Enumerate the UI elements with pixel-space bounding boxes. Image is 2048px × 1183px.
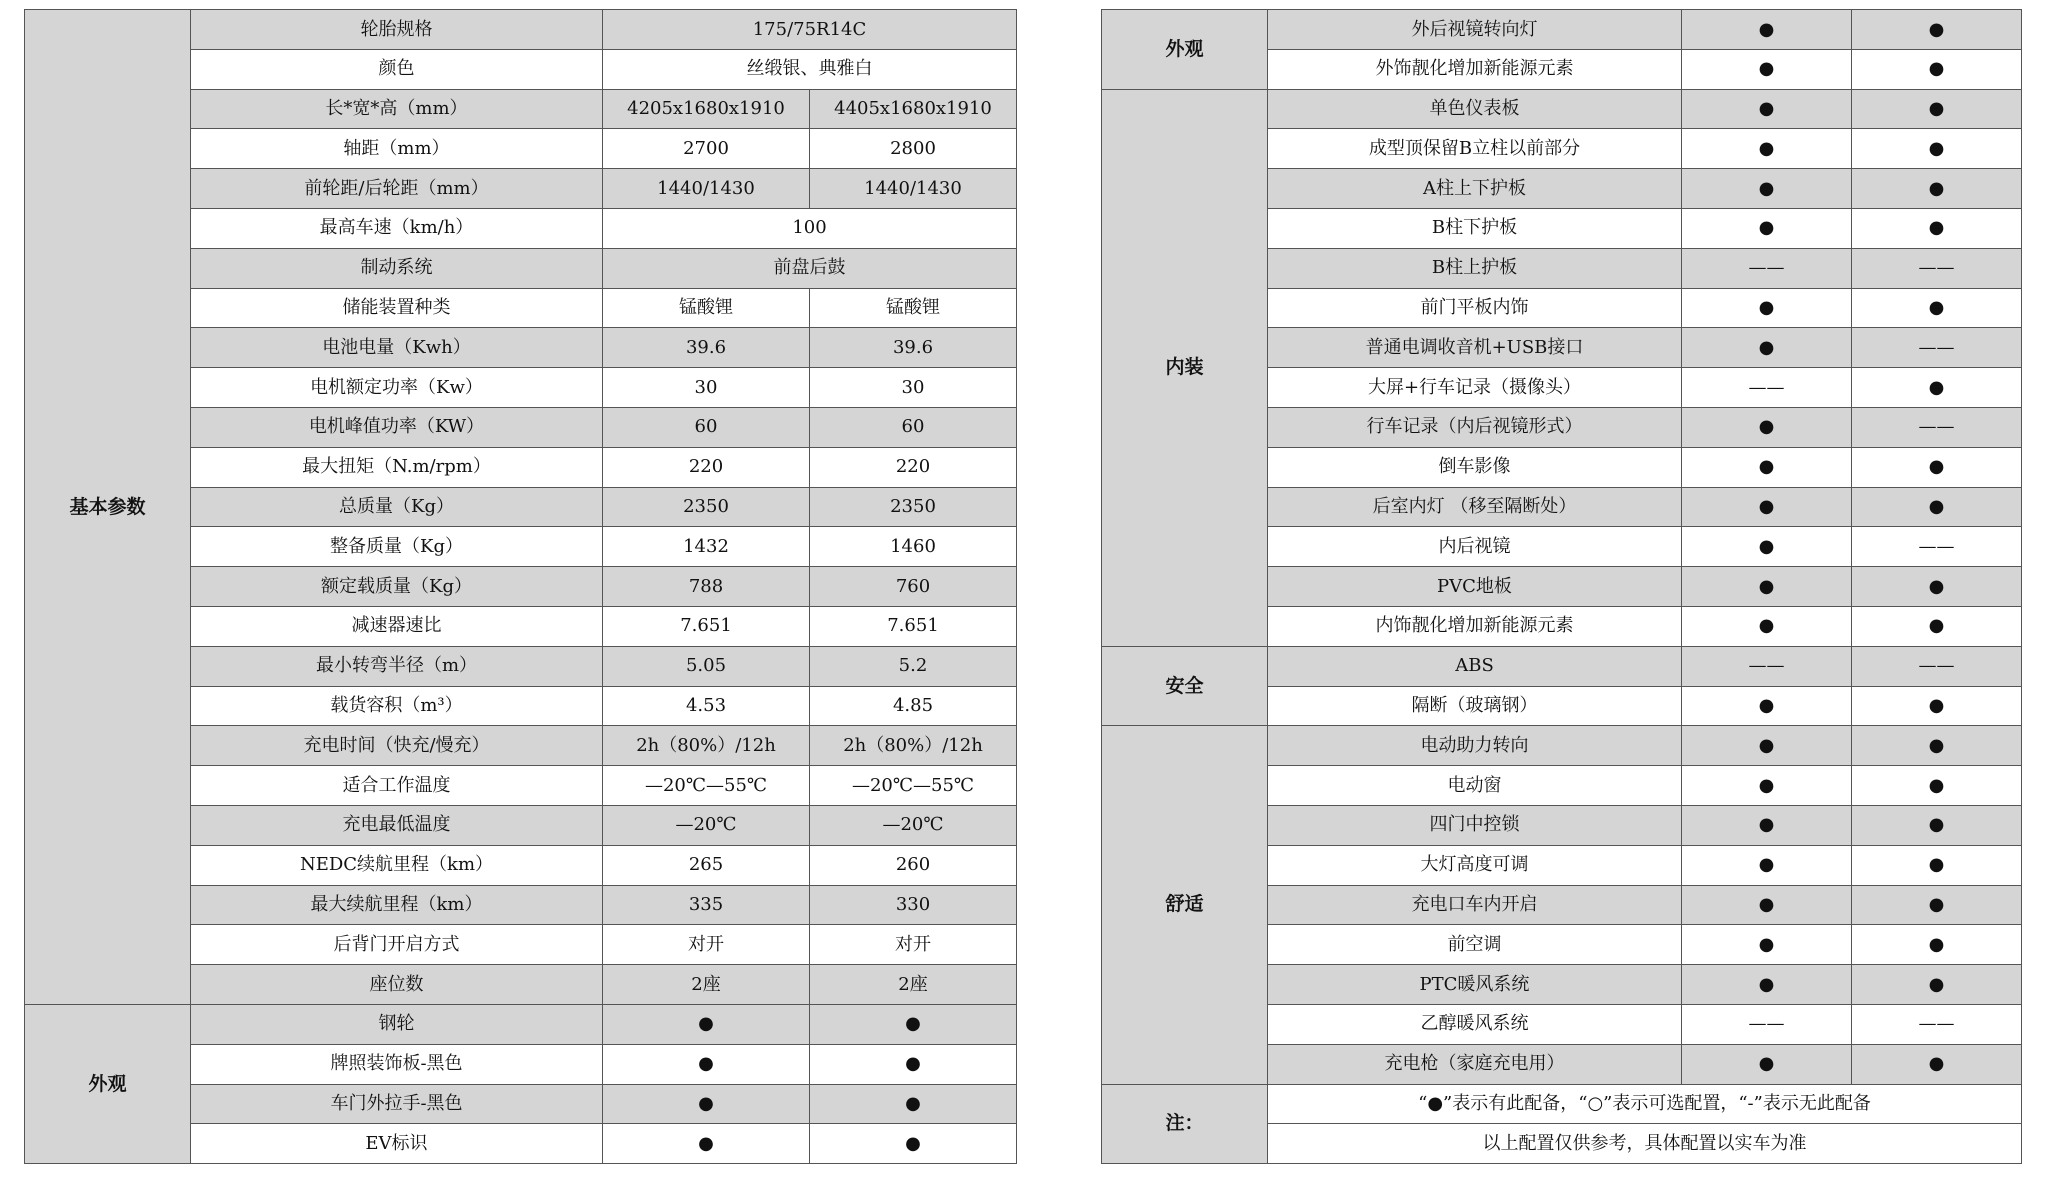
category-cell: 内装 xyxy=(1102,89,1268,646)
item-label: 乙醇暖风系统 xyxy=(1268,1004,1682,1044)
item-value: —20℃ xyxy=(603,805,810,845)
item-label: 储能装置种类 xyxy=(191,288,603,328)
item-value: ● xyxy=(1682,965,1852,1005)
item-label: 钢轮 xyxy=(191,1004,603,1044)
item-value: ● xyxy=(1682,606,1852,646)
item-value: ● xyxy=(1852,965,2022,1005)
item-label: 制动系统 xyxy=(191,248,603,288)
item-label: ABS xyxy=(1268,646,1682,686)
item-value: 4.53 xyxy=(603,686,810,726)
item-value: ● xyxy=(1682,686,1852,726)
item-value: —20℃—55℃ xyxy=(810,766,1017,806)
item-value: 2800 xyxy=(810,129,1017,169)
item-value: 对开 xyxy=(810,925,1017,965)
item-value: ● xyxy=(1852,10,2022,50)
item-value: ● xyxy=(1682,487,1852,527)
category-cell: 基本参数 xyxy=(25,10,191,1005)
item-label: 外后视镜转向灯 xyxy=(1268,10,1682,50)
item-value: ● xyxy=(1852,288,2022,328)
item-label: NEDC续航里程（km） xyxy=(191,845,603,885)
item-label: 倒车影像 xyxy=(1268,447,1682,487)
item-value: 2座 xyxy=(810,965,1017,1005)
item-value: ● xyxy=(1852,686,2022,726)
item-label: B柱下护板 xyxy=(1268,208,1682,248)
item-value: 7.651 xyxy=(810,606,1017,646)
item-value: —— xyxy=(1852,1004,2022,1044)
item-value: 4405x1680x1910 xyxy=(810,89,1017,129)
left-spec-table xyxy=(24,9,1017,1164)
item-value: ● xyxy=(1852,925,2022,965)
item-label: 总质量（Kg） xyxy=(191,487,603,527)
item-value: —— xyxy=(1682,1004,1852,1044)
item-value: 260 xyxy=(810,845,1017,885)
item-value: —— xyxy=(1852,527,2022,567)
item-label: 最高车速（km/h） xyxy=(191,208,603,248)
item-value: ● xyxy=(1852,845,2022,885)
item-value: ● xyxy=(1852,129,2022,169)
item-label: 牌照装饰板-黑色 xyxy=(191,1044,603,1084)
table-row xyxy=(1102,89,2022,129)
item-label: 电机峰值功率（KW） xyxy=(191,407,603,447)
item-label: 大灯高度可调 xyxy=(1268,845,1682,885)
item-value: ● xyxy=(1682,447,1852,487)
item-value: —— xyxy=(1852,248,2022,288)
item-value: ● xyxy=(1852,169,2022,209)
item-label: 座位数 xyxy=(191,965,603,1005)
item-value: 60 xyxy=(810,407,1017,447)
item-value: ● xyxy=(1682,407,1852,447)
item-label: 电机额定功率（Kw） xyxy=(191,368,603,408)
item-label: 额定载质量（Kg） xyxy=(191,567,603,607)
item-label: 最大扭矩（N.m/rpm） xyxy=(191,447,603,487)
item-value: 1440/1430 xyxy=(603,169,810,209)
item-label: 最大续航里程（km） xyxy=(191,885,603,925)
item-value: —— xyxy=(1852,646,2022,686)
item-value: 4.85 xyxy=(810,686,1017,726)
item-value: 对开 xyxy=(603,925,810,965)
item-value: ● xyxy=(1852,567,2022,607)
item-value: ● xyxy=(1682,49,1852,89)
item-value: 2座 xyxy=(603,965,810,1005)
item-label: 前轮距/后轮距（mm） xyxy=(191,169,603,209)
item-value: ● xyxy=(1852,447,2022,487)
item-value: ● xyxy=(1682,805,1852,845)
item-value: ● xyxy=(1852,487,2022,527)
item-label: 适合工作温度 xyxy=(191,766,603,806)
item-value: ● xyxy=(1682,10,1852,50)
item-value: ● xyxy=(1852,49,2022,89)
item-label: 轴距（mm） xyxy=(191,129,603,169)
item-label: 隔断（玻璃钢） xyxy=(1268,686,1682,726)
item-label: 电动助力转向 xyxy=(1268,726,1682,766)
item-label: 后室内灯 （移至隔断处） xyxy=(1268,487,1682,527)
item-label: 整备质量（Kg） xyxy=(191,527,603,567)
item-value: 100 xyxy=(603,208,1017,248)
item-label: 电池电量（Kwh） xyxy=(191,328,603,368)
item-label: 单色仪表板 xyxy=(1268,89,1682,129)
item-value: —20℃ xyxy=(810,805,1017,845)
item-value: 锰酸锂 xyxy=(603,288,810,328)
item-value: ● xyxy=(1682,208,1852,248)
item-label: 充电最低温度 xyxy=(191,805,603,845)
item-label: 普通电调收音机+USB接口 xyxy=(1268,328,1682,368)
item-value: 39.6 xyxy=(603,328,810,368)
item-value: 5.2 xyxy=(810,646,1017,686)
category-cell: 外观 xyxy=(1102,10,1268,90)
item-label: 颜色 xyxy=(191,49,603,89)
item-label: 轮胎规格 xyxy=(191,10,603,50)
item-value: ● xyxy=(1682,89,1852,129)
item-value: 2h（80%）/12h xyxy=(603,726,810,766)
item-value: ● xyxy=(1852,368,2022,408)
item-value: 30 xyxy=(603,368,810,408)
item-value: 1432 xyxy=(603,527,810,567)
item-label: 行车记录（内后视镜形式） xyxy=(1268,407,1682,447)
item-value: 1460 xyxy=(810,527,1017,567)
item-value: ● xyxy=(1682,567,1852,607)
right-spec-table xyxy=(1101,9,2022,1164)
category-cell: 舒适 xyxy=(1102,726,1268,1084)
table-row xyxy=(25,10,1017,50)
item-value: ● xyxy=(603,1004,810,1044)
item-value: —— xyxy=(1852,328,2022,368)
item-value: —20℃—55℃ xyxy=(603,766,810,806)
item-value: ● xyxy=(810,1124,1017,1164)
item-value: ● xyxy=(810,1044,1017,1084)
item-value: ● xyxy=(1852,89,2022,129)
item-value: 220 xyxy=(603,447,810,487)
item-value: 760 xyxy=(810,567,1017,607)
item-value: 2h（80%）/12h xyxy=(810,726,1017,766)
item-value: ● xyxy=(1852,1044,2022,1084)
item-label: 后背门开启方式 xyxy=(191,925,603,965)
item-value: —— xyxy=(1682,646,1852,686)
table-row xyxy=(1102,646,2022,686)
item-value: ● xyxy=(603,1044,810,1084)
item-value: 335 xyxy=(603,885,810,925)
item-value: ● xyxy=(603,1124,810,1164)
item-label: 四门中控锁 xyxy=(1268,805,1682,845)
table-row xyxy=(25,1004,1017,1044)
note-row xyxy=(1102,1084,2022,1124)
item-value: 2350 xyxy=(603,487,810,527)
item-value: 2700 xyxy=(603,129,810,169)
item-value: 2350 xyxy=(810,487,1017,527)
item-value: 788 xyxy=(603,567,810,607)
item-value: ● xyxy=(1682,328,1852,368)
item-value: ● xyxy=(1852,606,2022,646)
item-label: PVC地板 xyxy=(1268,567,1682,607)
category-cell: 外观 xyxy=(25,1004,191,1163)
item-value: ● xyxy=(1682,766,1852,806)
item-value: ● xyxy=(1682,527,1852,567)
category-cell: 安全 xyxy=(1102,646,1268,726)
item-label: 长*宽*高（mm） xyxy=(191,89,603,129)
item-value: 7.651 xyxy=(603,606,810,646)
item-value: ● xyxy=(1682,726,1852,766)
item-label: 载货容积（m³） xyxy=(191,686,603,726)
item-value: —— xyxy=(1682,248,1852,288)
item-label: 内后视镜 xyxy=(1268,527,1682,567)
item-value: 39.6 xyxy=(810,328,1017,368)
item-label: 充电口车内开启 xyxy=(1268,885,1682,925)
item-value: ● xyxy=(1682,129,1852,169)
item-value: —— xyxy=(1682,368,1852,408)
item-value: ● xyxy=(1852,766,2022,806)
item-value: 1440/1430 xyxy=(810,169,1017,209)
item-label: PTC暖风系统 xyxy=(1268,965,1682,1005)
item-value: 175/75R14C xyxy=(603,10,1017,50)
item-value: ● xyxy=(1852,726,2022,766)
item-label: 最小转弯半径（m） xyxy=(191,646,603,686)
item-label: 减速器速比 xyxy=(191,606,603,646)
item-label: 成型顶保留B立柱以前部分 xyxy=(1268,129,1682,169)
item-value: 220 xyxy=(810,447,1017,487)
note-text: “●”表示有此配备，“○”表示可选配置，“-”表示无此配备 xyxy=(1268,1084,2022,1124)
item-value: —— xyxy=(1852,407,2022,447)
table-row xyxy=(1102,726,2022,766)
item-label: 充电时间（快充/慢充） xyxy=(191,726,603,766)
item-label: 充电枪（家庭充电用） xyxy=(1268,1044,1682,1084)
item-value: ● xyxy=(1682,845,1852,885)
item-value: 30 xyxy=(810,368,1017,408)
item-value: ● xyxy=(1852,805,2022,845)
item-value: 4205x1680x1910 xyxy=(603,89,810,129)
item-label: 内饰靓化增加新能源元素 xyxy=(1268,606,1682,646)
item-label: A柱上下护板 xyxy=(1268,169,1682,209)
item-value: 330 xyxy=(810,885,1017,925)
item-value: ● xyxy=(1682,1044,1852,1084)
item-value: ● xyxy=(1682,288,1852,328)
item-value: ● xyxy=(810,1084,1017,1124)
item-value: ● xyxy=(1852,208,2022,248)
item-label: EV标识 xyxy=(191,1124,603,1164)
item-value: ● xyxy=(1682,169,1852,209)
item-label: 外饰靓化增加新能源元素 xyxy=(1268,49,1682,89)
note-text: 以上配置仅供参考，具体配置以实车为准 xyxy=(1268,1124,2022,1164)
item-value: ● xyxy=(603,1084,810,1124)
item-value: 前盘后鼓 xyxy=(603,248,1017,288)
item-label: 前空调 xyxy=(1268,925,1682,965)
item-value: 5.05 xyxy=(603,646,810,686)
item-value: ● xyxy=(810,1004,1017,1044)
item-value: ● xyxy=(1852,885,2022,925)
item-label: 前门平板内饰 xyxy=(1268,288,1682,328)
item-value: ● xyxy=(1682,925,1852,965)
item-value: 锰酸锂 xyxy=(810,288,1017,328)
item-label: 车门外拉手-黑色 xyxy=(191,1084,603,1124)
item-value: ● xyxy=(1682,885,1852,925)
table-row xyxy=(1102,10,2022,50)
item-value: 丝缎银、典雅白 xyxy=(603,49,1017,89)
item-label: B柱上护板 xyxy=(1268,248,1682,288)
item-label: 大屏+行车记录（摄像头） xyxy=(1268,368,1682,408)
note-label: 注： xyxy=(1102,1084,1268,1164)
item-value: 265 xyxy=(603,845,810,885)
item-value: 60 xyxy=(603,407,810,447)
item-label: 电动窗 xyxy=(1268,766,1682,806)
